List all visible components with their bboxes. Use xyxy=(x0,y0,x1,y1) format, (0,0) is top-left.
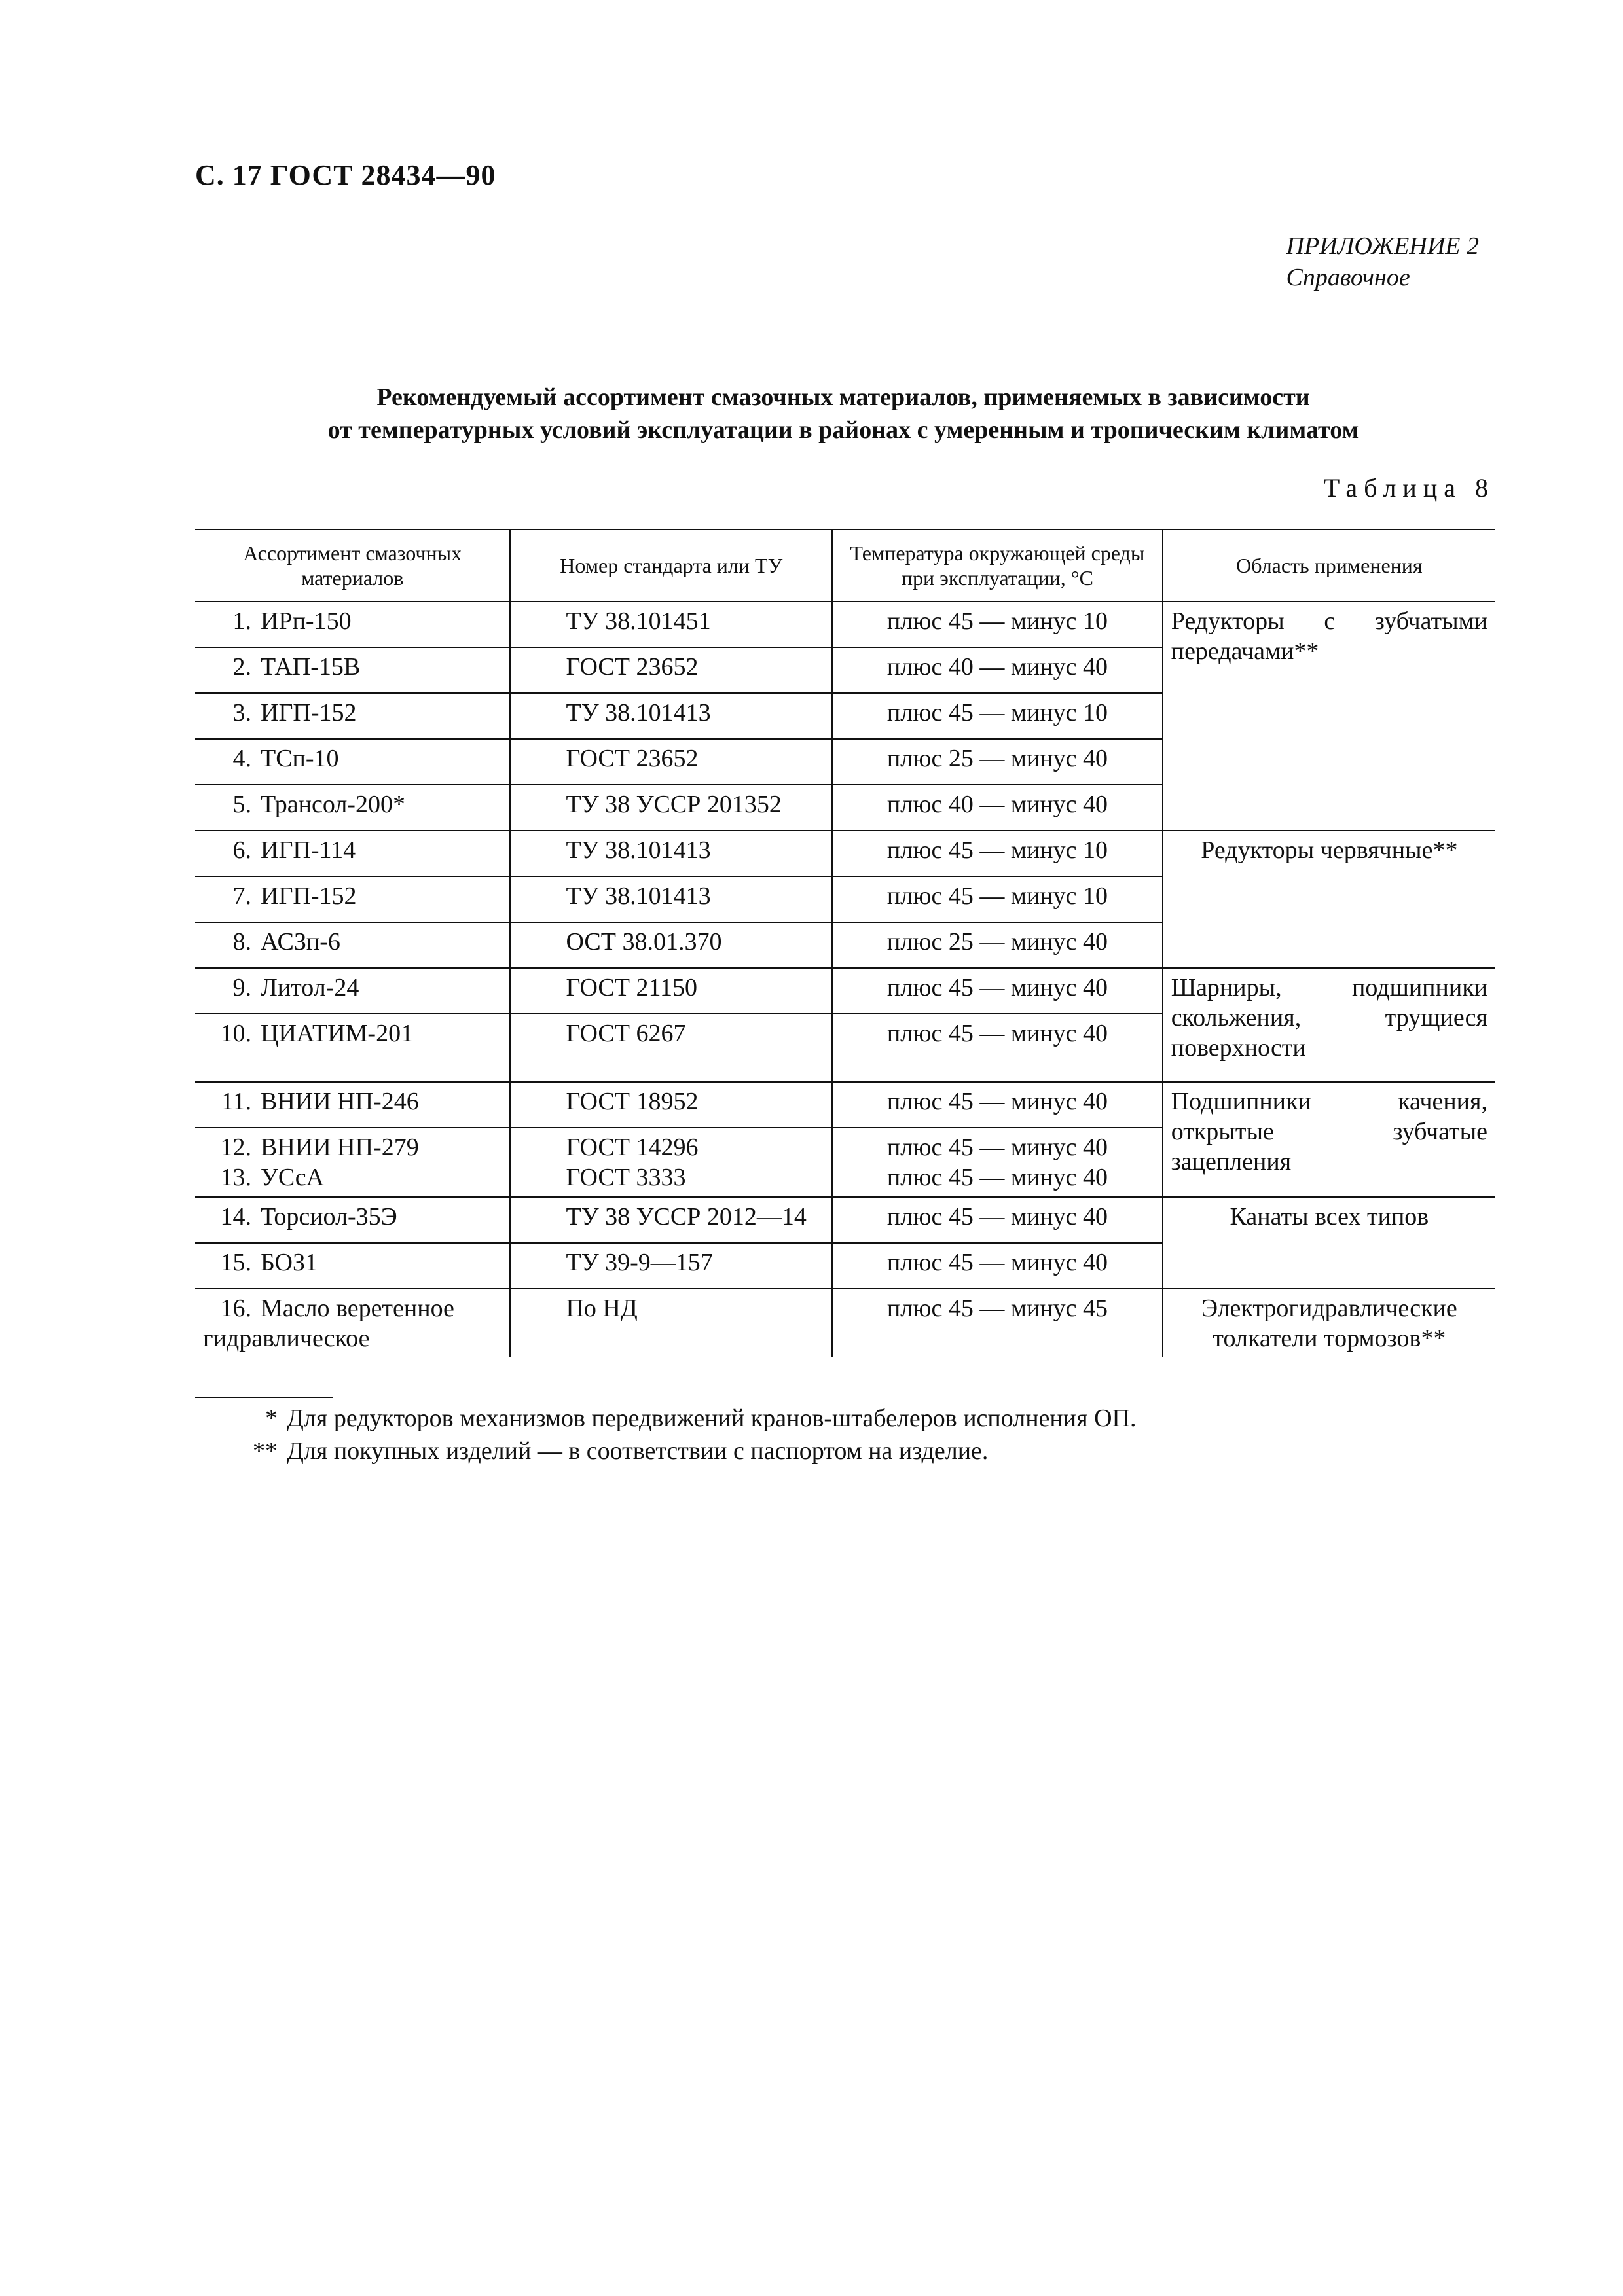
temperature-range: плюс 25 — минус 40 xyxy=(832,922,1163,968)
standard-number: ГОСТ 23652 xyxy=(566,653,699,681)
material-name: БОЗ1 xyxy=(261,1249,318,1276)
footnote-text: Для редукторов механизмов передвижений кранов-штабелеров исполнения ОП. xyxy=(287,1405,1137,1432)
application-area: Канаты всех типов xyxy=(1163,1197,1495,1289)
table-row xyxy=(195,1289,1495,1357)
row-number: 15. xyxy=(220,1249,251,1276)
title-line-1: Рекомендуемый ассортимент смазочных материалов, применяемых в зависимости xyxy=(376,384,1310,411)
temperature-range: плюс 45 — минус 45 xyxy=(832,1289,1163,1357)
row-number: 2. xyxy=(232,653,251,681)
temperature-range: плюс 40 — минус 40 xyxy=(832,647,1163,693)
document-title xyxy=(195,381,1491,446)
lubricants-table xyxy=(195,529,1495,1357)
temperature-range: плюс 45 — минус 40 xyxy=(886,1134,1108,1161)
temperature-range: плюс 45 — минус 40 xyxy=(832,1014,1163,1082)
temperature-range: плюс 45 — минус 40 xyxy=(832,1243,1163,1289)
appendix-type: Справочное xyxy=(1286,264,1410,291)
footnotes xyxy=(195,1402,1136,1467)
footnote xyxy=(195,1402,1136,1435)
application-area: Подшипники качения, открытые зубчатые зацепления xyxy=(1163,1082,1495,1197)
temperature-range: плюс 45 — минус 10 xyxy=(832,601,1163,647)
row-number: 13. xyxy=(220,1164,251,1191)
temperature-range: плюс 45 — минус 40 xyxy=(832,1197,1163,1243)
material-name: УСсА xyxy=(261,1164,325,1191)
material-name: Трансол-200* xyxy=(261,791,405,818)
row-number: 14. xyxy=(220,1203,251,1230)
material-name: ИГП-152 xyxy=(261,882,357,910)
row-number: 10. xyxy=(220,1020,251,1047)
temperature-range: плюс 45 — минус 10 xyxy=(832,693,1163,739)
row-number: 1. xyxy=(232,607,251,635)
temperature-range: плюс 45 — минус 40 xyxy=(886,1164,1108,1191)
material-name: ТАП-15В xyxy=(261,653,361,681)
material-name: АСЗп-6 xyxy=(261,928,340,956)
material-name: Масло веретенное xyxy=(261,1295,454,1322)
row-number: 12. xyxy=(220,1134,251,1161)
temperature-range: плюс 25 — минус 40 xyxy=(832,739,1163,785)
standard-number: ГОСТ 6267 xyxy=(566,1020,686,1047)
material-name: Литол-24 xyxy=(261,974,359,1001)
standard-number: ГОСТ 23652 xyxy=(566,745,699,772)
application-area: Электрогидравлические толкатели тормозов** xyxy=(1163,1289,1495,1357)
footnote xyxy=(195,1435,1136,1467)
standard-number: ГОСТ 18952 xyxy=(566,1088,699,1115)
table-row xyxy=(195,1082,1495,1128)
application-area: Редукторы червячные** xyxy=(1163,831,1495,968)
header-standard: Номер стандарта или ТУ xyxy=(510,529,832,601)
row-number: 11. xyxy=(221,1088,251,1115)
table-header-row xyxy=(195,529,1495,601)
standard-number: ГОСТ 21150 xyxy=(566,974,698,1001)
table-row xyxy=(195,831,1495,876)
material-name: ИРп-150 xyxy=(261,607,352,635)
standard-number: ТУ 38.101413 xyxy=(566,699,711,726)
standard-number: ТУ 38 УССР 2012—14 xyxy=(566,1203,807,1230)
table-row xyxy=(195,601,1495,647)
temperature-range: плюс 45 — минус 10 xyxy=(832,831,1163,876)
standard-number: ТУ 39-9—157 xyxy=(566,1249,713,1276)
header-application: Область применения xyxy=(1163,529,1495,601)
row-number: 9. xyxy=(232,974,251,1001)
row-number: 6. xyxy=(232,836,251,864)
application-area: Шарниры, подшипники скольжения, трущиеся поверхности xyxy=(1163,968,1495,1082)
temperature-range: плюс 40 — минус 40 xyxy=(832,785,1163,831)
temperature-range: плюс 45 — минус 40 xyxy=(832,968,1163,1014)
table-row xyxy=(195,968,1495,1014)
material-name: ТСп-10 xyxy=(261,745,339,772)
page-header: С. 17 ГОСТ 28434—90 xyxy=(195,159,496,191)
temperature-range: плюс 45 — минус 40 xyxy=(832,1082,1163,1128)
standard-number: ГОСТ 3333 xyxy=(566,1164,686,1191)
title-line-2: от температурных условий эксплуатации в районах с умеренным и тропическим климатом xyxy=(327,416,1359,444)
temperature-range: плюс 45 — минус 10 xyxy=(832,876,1163,922)
standard-number: ТУ 38.101413 xyxy=(566,882,711,910)
appendix-number: ПРИЛОЖЕНИЕ 2 xyxy=(1286,232,1479,260)
standard-number: ТУ 38 УССР 201352 xyxy=(566,791,782,818)
header-assortment: Ассортимент смазочных материалов xyxy=(195,529,510,601)
row-number: 8. xyxy=(232,928,251,956)
material-name: ИГП-152 xyxy=(261,699,357,726)
row-number: 4. xyxy=(232,745,251,772)
footnote-mark: ** xyxy=(253,1437,278,1465)
material-name: ЦИАТИМ-201 xyxy=(261,1020,414,1047)
table-row xyxy=(195,1197,1495,1243)
material-name: ВНИИ НП-279 xyxy=(261,1134,419,1161)
standard-number: По НД xyxy=(566,1295,638,1322)
header-temperature: Температура окружающей среды при эксплуатации, °С xyxy=(832,529,1163,601)
material-name: ИГП-114 xyxy=(261,836,356,864)
row-number: 16. xyxy=(220,1295,251,1322)
footnote-text: Для покупных изделий — в соответствии с паспортом на изделие. xyxy=(287,1437,989,1465)
material-name-continued: гидравлическое xyxy=(203,1325,370,1352)
table-label: Таблица 8 xyxy=(1323,473,1495,503)
footnote-mark: * xyxy=(265,1405,278,1432)
appendix-label xyxy=(1286,230,1479,293)
standard-number: ТУ 38.101413 xyxy=(566,836,711,864)
row-number: 7. xyxy=(232,882,251,910)
standard-number: ГОСТ 14296 xyxy=(566,1134,699,1161)
standard-number: ОСТ 38.01.370 xyxy=(566,928,722,956)
application-area: Редукторы с зубчатыми передачами** xyxy=(1171,607,1487,665)
footnote-rule xyxy=(195,1397,333,1398)
standard-number: ТУ 38.101451 xyxy=(566,607,711,635)
material-name: ВНИИ НП-246 xyxy=(261,1088,419,1115)
row-number: 3. xyxy=(232,699,251,726)
row-number: 5. xyxy=(232,791,251,818)
material-name: Торсиол-35Э xyxy=(261,1203,397,1230)
